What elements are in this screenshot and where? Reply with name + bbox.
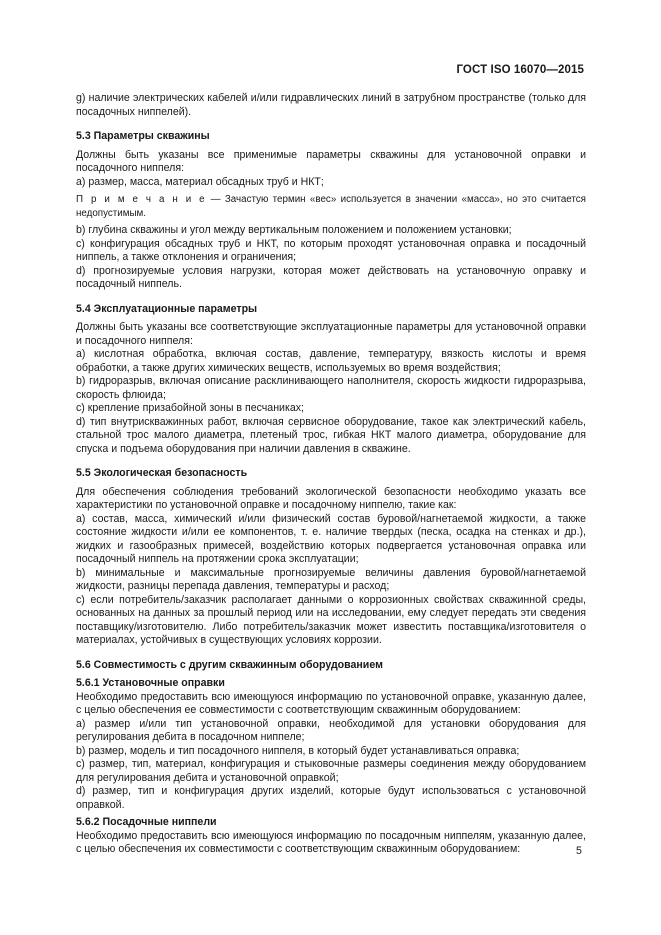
section-5-3-item-a: a) размер, масса, материал обсадных труб и НКТ; (76, 175, 324, 188)
section-5-5-item-a: a) состав, масса, химический и/или физический состав буровой/нагнетаемой жидкости, а также состояние жидкости и/или ее компонентов, т. е. наличие твердых (песка, осадка на стенках и др.), жидких и газообразных примесей, воздействию которых подвергается установочная оправка или посадочный ниппель на протяжении срока эксплуатации; (76, 512, 586, 565)
note-label: П р и м е ч а н и е (76, 194, 207, 205)
section-5-3-item-c: c) конфигурация обсадных труб и НКТ, по которым проходят установочная оправка и посадочный ниппель, а также отклонения и ограничения; (76, 237, 586, 263)
section-5-6-1-item-a: a) размер и/или тип установочной оправки, необходимой для установки оборудования для регулирования дебита в посадочном ниппеле; (76, 717, 586, 743)
section-5-6-1-item-b: b) размер, модель и тип посадочного ниппеля, в который будет устанавливаться оправка; (76, 744, 520, 757)
section-5-4-item-b: b) гидроразрыв, включая описание расклинивающего наполнителя, скорость жидкости гидроразрыва, скорость флюида; (76, 375, 586, 401)
section-5-4-item-a: a) кислотная обработка, включая состав, давление, температуру, вязкость кислоты и время обработки, а также других химических веществ, используемых во время воздействия; (76, 348, 586, 374)
section-5-6-1-intro: Необходимо предоставить всю имеющуюся информацию по установочной оправке, указанную далее, с целью обеспечения ее совместимости с соответствующим скважинным оборудованием: (76, 690, 586, 716)
section-5-6-1-title: 5.6.1 Установочные оправки (76, 677, 225, 689)
section-5-3-note (76, 193, 586, 220)
section-5-4-title: 5.4 Эксплуатационные параметры (76, 302, 258, 315)
note-text: — Зачастую термин «вес» используется в значении «масса», но это считается недопустимым. (76, 194, 586, 219)
section-5-4-item-c: c) крепление призабойной зоны в песчаниках; (76, 402, 304, 414)
section-5-3-item-b: b) глубина скважины и угол между вертикальным положением и положением установки; (76, 224, 512, 236)
section-5-3-item-d: d) прогнозируемые условия нагрузки, которая может действовать на установочную оправку и посадочный ниппель. (76, 264, 586, 290)
section-5-5-item-c: c) если потребитель/заказчик располагает данными о коррозионных свойствах скважинной среды, основанных на данных за прошлый период или на исследовании, ему следует передать эти сведения поставщику/изготовителю. Либо потребитель/заказчик может известить поставщика/изготовителя о материалах, устойчивых в существующих условиях коррозии. (76, 593, 586, 646)
item-g: g) наличие электрических кабелей и/или гидравлических линий в затрубном пространстве (только для посадочных ниппелей). (76, 92, 586, 118)
section-5-3-title: 5.3 Параметры скважины (76, 130, 210, 142)
section-5-3-intro: Должны быть указаны все применимые параметры скважины для установочной оправки и посадочного ниппеля: (76, 148, 586, 174)
section-5-6-2-title: 5.6.2 Посадочные ниппели (76, 816, 217, 828)
section-5-4-item-d: d) тип внутрискважинных работ, включая сервисное оборудование, такое как электрический кабель, стальной трос малого диаметра, плетеный трос, гибкая НКТ малого диаметра, оборудование для спуска и подъема оборудования при наличии давления в скважине. (76, 415, 586, 455)
section-5-5-item-b: b) минимальные и максимальные прогнозируемые величины давления буровой/нагнетаемой жидкости, разницы перепада давления, температуры и расход; (76, 566, 586, 592)
section-5-6-1-item-c: c) размер, тип, материал, конфигурация и стыковочные размеры соединения между оборудованием для регулирования дебита и установочной оправкой; (76, 758, 586, 784)
page-number: 5 (576, 845, 582, 857)
page-content (76, 92, 586, 857)
section-5-5-intro: Для обеспечения соблюдения требований экологической безопасности необходимо указать все характеристики по установочной оправке и посадочному ниппелю, такие как: (76, 485, 586, 511)
section-5-6-1-item-d: d) размер, тип и конфигурация других изделий, которые будут использоваться с установочной оправкой. (76, 785, 586, 811)
section-5-6-2-intro: Необходимо предоставить всю имеющуюся информацию по посадочным ниппелям, указанную далее, с целью обеспечения их совместимости с соответствующим скважинным оборудованием: (76, 829, 586, 855)
document-id-header: ГОСТ ISO 16070—2015 (456, 64, 584, 76)
section-5-6-title: 5.6 Совместимость с другим скважинным оборудованием (76, 658, 383, 671)
section-5-5-title: 5.5 Экологическая безопасность (76, 467, 248, 479)
section-5-4-intro: Должны быть указаны все соответствующие эксплуатационные параметры для установочной оправки и посадочного ниппеля: (76, 321, 586, 347)
